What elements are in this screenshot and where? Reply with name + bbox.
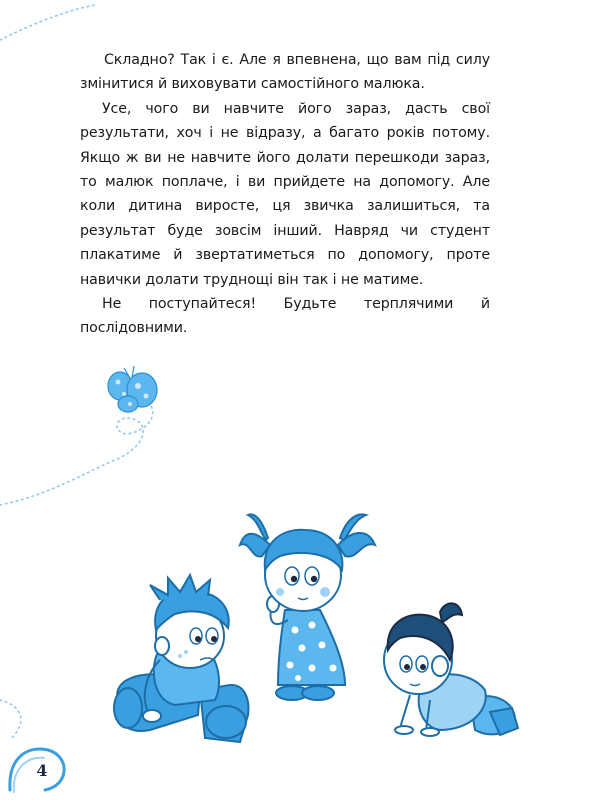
sitting-boy-figure (114, 575, 248, 742)
page-number: 4 (36, 760, 48, 780)
butterfly-icon (108, 366, 157, 412)
standing-girl-figure (240, 514, 375, 700)
crawling-child-figure (384, 603, 518, 736)
paragraph-3: Не поступайтеся! Будьте терплячими й послідовними. (80, 296, 490, 337)
paragraph-2: Усе, чого ви навчите його зараз, дасть свої результати, хоч і не відразу, а багато років потому. Якщо ж ви не навчите його долати перешкоди зараз, то малюк поплаче, і ви прийдете на допомогу. Але коли дитина виросте, ця звичка залишиться, та результат буде зовсім інший. Навряд чи студент плакатиме й звертатиметься по допомогу, проте навички долати труднощі він так і не матиме. (80, 100, 490, 288)
paragraph-1: Складно? Так і є. Але я впевнена, що вам під силу змінитися й виховувати самостійного малюка. (80, 52, 490, 93)
